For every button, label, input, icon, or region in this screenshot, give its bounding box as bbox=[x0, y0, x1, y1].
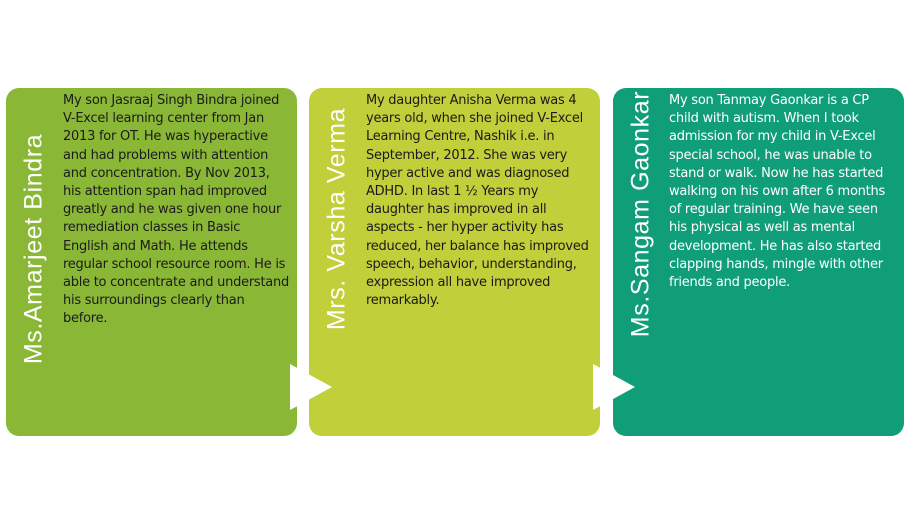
testimonial-quote: My daughter Anisha Verma was 4 years old, when she joined V-Excel Learning Centre, Nashik i.e. in September, 2012. She was very hyper active and was diagnosed ADHD. In last 1 ½ Years my daughter has improved in all aspects - her hyper activity has reduced, her balance has improved speech, behavior, understanding, expression all have improved remarkably. bbox=[366, 93, 589, 309]
testimonial-author-name: Mrs. Varsha Verma bbox=[322, 107, 351, 331]
testimonial-author-name: Ms.Amarjeet Bindra bbox=[19, 133, 48, 365]
arrow-right-icon bbox=[593, 364, 635, 410]
testimonial-card-amarjeet-bindra bbox=[6, 88, 297, 436]
testimonial-quote: My son Jasraaj Singh Bindra joined V-Excel learning center from Jan 2013 for OT. He was hyperactive and had problems with attention and concentration. By Nov 2013, his attention span had improved greatly and he was given one hour remediation classes in Basic English and Math. He attends regular school resource room. He is able to concentrate and understand his surroundings clearly than before. bbox=[63, 93, 289, 327]
arrow-right-icon bbox=[290, 364, 332, 410]
testimonial-quote: My son Tanmay Gaonkar is a CP child with autism. When I took admission for my child in V-Excel special school, he was unable to stand or walk. Now he has started walking on his own after 6 months of regular training. We have seen his physical as well as mental development. He has also started clapping hands, mingle with other friends and people. bbox=[669, 93, 886, 291]
testimonial-card-varsha-verma bbox=[309, 88, 600, 436]
name-band bbox=[6, 88, 62, 436]
testimonial-card-sangam-gaonkar bbox=[613, 88, 904, 436]
testimonial-author-name: Ms.Sangam Gaonkar bbox=[626, 90, 655, 338]
